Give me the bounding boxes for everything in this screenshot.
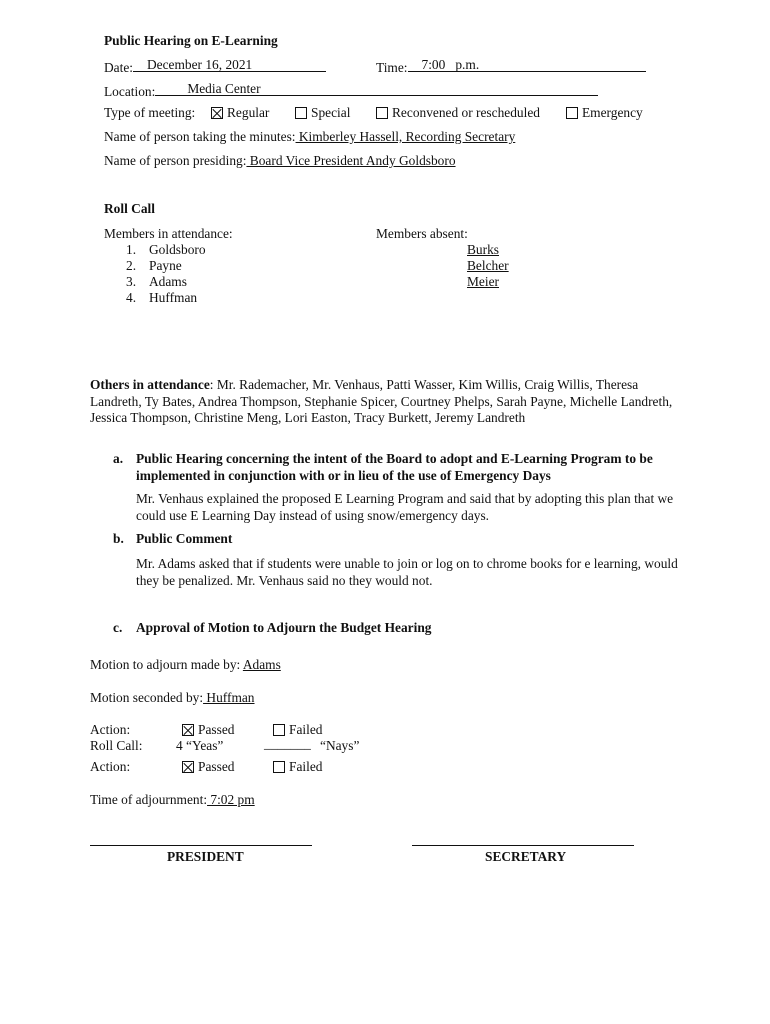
emergency-checkbox[interactable] (566, 107, 578, 119)
seconded-row (90, 690, 255, 706)
meeting-type-label: Type of meeting: (104, 105, 196, 120)
list-item: Meier (467, 274, 499, 289)
item-c-marker: c. (113, 620, 123, 635)
item-b-body: Mr. Adams asked that if students were unable to join or log on to chrome books for e learning, would they be penalized. Mr. Venhaus said no they would not. (136, 556, 678, 588)
action-2-passed[interactable] (182, 759, 234, 775)
adjourn-label: Motion to adjourn made by: (90, 657, 241, 672)
action-label: Action: (90, 722, 131, 737)
attendance-list (126, 242, 206, 306)
list-item: 3. Adams (126, 274, 187, 289)
item-a-title: Public Hearing concerning the intent of the Board to adopt and E-Learning Program to be implemented in conjunction with or in lieu of the use of Emergency Days (136, 451, 653, 483)
list-item: Burks (467, 242, 499, 257)
secretary-label: SECRETARY (485, 849, 567, 864)
date-field[interactable] (133, 57, 326, 72)
special-checkbox[interactable] (295, 107, 307, 119)
document-title: Public Hearing on E-Learning (104, 33, 278, 48)
nays-blank[interactable]: _______ (264, 736, 311, 751)
regular-checkbox[interactable] (211, 107, 223, 119)
action-1-passed[interactable] (182, 722, 234, 738)
item-a-marker: a. (113, 451, 124, 466)
location-value: Media Center (187, 81, 261, 96)
meeting-type-regular[interactable] (211, 105, 269, 121)
presiding-row (104, 153, 456, 169)
special-label: Special (311, 105, 351, 120)
date-value: December 16, 2021 (147, 57, 253, 72)
failed-label: Failed (289, 759, 323, 774)
location-label: Location: (104, 84, 156, 99)
passed-label: Passed (198, 759, 235, 774)
presiding-value: Board Vice President Andy Goldsboro (246, 153, 456, 168)
list-item: 4. Huffman (126, 290, 198, 305)
adjournment-label: Time of adjournment: (90, 792, 208, 807)
time-value: 7:00 p.m. (421, 57, 480, 72)
others-in-attendance (90, 377, 690, 427)
item-b-title: Public Comment (136, 531, 233, 546)
others-text: : Mr. Rademacher, Mr. Venhaus, Patti Wasser, Kim Willis, Craig Willis, Theresa Landreth, Ty Bates, Andrea Thompson, Stephanie Spicer, Courtney Phelps, Sarah Payne, Michelle Landreth, Jessica Thompson, Christine Meng, Lori Easton, Tracy Burkett, Jeremy Landreth (90, 377, 673, 425)
failed-checkbox[interactable] (273, 724, 285, 736)
action-2-label: Action: (90, 759, 131, 774)
failed-label: Failed (289, 722, 323, 737)
secretary-signature-line[interactable] (412, 845, 634, 846)
failed-checkbox[interactable] (273, 761, 285, 773)
adjournment-value: 7:02 pm (207, 792, 255, 807)
reconvened-label: Reconvened or rescheduled (392, 105, 540, 120)
nays-label: “Nays” (320, 738, 360, 753)
absent-label: Members absent: (376, 226, 468, 241)
meeting-type-reconvened[interactable] (376, 105, 540, 121)
item-a-body: Mr. Venhaus explained the proposed E Learning Program and said that by adopting this plan that we could use E Learning Day instead of using snow/emergency days. (136, 491, 674, 523)
others-label: Others in attendance (90, 377, 210, 392)
adjourn-row (90, 657, 281, 673)
time-field[interactable] (408, 57, 646, 72)
list-item: Belcher (467, 258, 509, 273)
yeas-count: 4 “Yeas” (176, 738, 224, 753)
presiding-label: Name of person presiding: (104, 153, 247, 168)
location-row (104, 81, 598, 100)
minutes-value: Kimberley Hassell, Recording Secretary (295, 129, 516, 144)
list-item: 1. Goldsboro (126, 242, 206, 257)
action-2-failed[interactable] (273, 759, 322, 775)
seconded-value: Huffman (203, 690, 255, 705)
passed-checkbox[interactable] (182, 724, 194, 736)
time-label: Time: (376, 60, 408, 75)
minutes-row (104, 129, 515, 145)
president-label: PRESIDENT (167, 849, 244, 864)
time-row (376, 57, 646, 76)
regular-label: Regular (227, 105, 270, 120)
adjourn-value: Adams (242, 657, 281, 672)
passed-label: Passed (198, 722, 235, 737)
attendance-label: Members in attendance: (104, 226, 233, 241)
location-field[interactable] (155, 81, 598, 96)
date-row (104, 57, 326, 76)
meeting-type-special[interactable] (295, 105, 350, 121)
adjournment-row (90, 792, 255, 808)
rollcall-label: Roll Call: (90, 738, 143, 753)
date-label: Date: (104, 60, 133, 75)
seconded-label: Motion seconded by: (90, 690, 204, 705)
president-signature-line[interactable] (90, 845, 312, 846)
emergency-label: Emergency (582, 105, 643, 120)
item-c-title: Approval of Motion to Adjourn the Budget Hearing (136, 620, 432, 635)
item-b-marker: b. (113, 531, 124, 546)
passed-checkbox[interactable] (182, 761, 194, 773)
roll-call-title: Roll Call (104, 201, 155, 216)
reconvened-checkbox[interactable] (376, 107, 388, 119)
list-item: 2. Payne (126, 258, 182, 273)
absent-list (467, 242, 509, 290)
meeting-type-emergency[interactable] (566, 105, 643, 121)
minutes-label: Name of person taking the minutes: (104, 129, 296, 144)
